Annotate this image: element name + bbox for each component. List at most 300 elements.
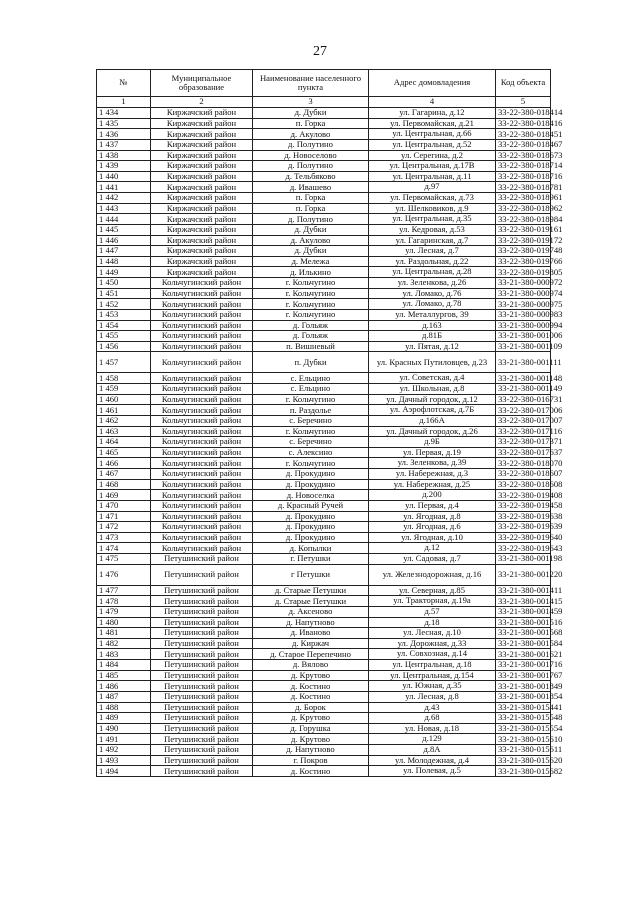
object-code-cell: 33-21-380-001849 [496,681,551,692]
table-row [97,299,551,310]
row-number: 1 436 [97,129,151,140]
municipality-cell: Кольчугинский район [151,458,253,469]
table-row [97,564,551,585]
row-number: 1 472 [97,522,151,533]
settlement-cell: д. Иваново [253,628,369,639]
row-number: 1 483 [97,649,151,660]
municipality-cell: Киржачский район [151,182,253,193]
settlement-cell: г. Кольчугино [253,288,369,299]
municipality-cell: Петушинский район [151,670,253,681]
object-code-cell: 33-21-380-001716 [496,660,551,671]
settlement-cell: д. Прокудино [253,479,369,490]
settlement-cell: д. Напутново [253,745,369,756]
settlement-cell: г. Кольчугино [253,278,369,289]
municipality-cell: Петушинский район [151,755,253,766]
row-number: 1 475 [97,554,151,565]
table-row [97,129,551,140]
row-number: 1 439 [97,161,151,172]
settlement-cell: д. Ивашево [253,182,369,193]
row-number: 1 462 [97,415,151,426]
row-number: 1 489 [97,713,151,724]
settlement-cell: д. Киржач [253,638,369,649]
address-cell: ул. Первая, д.19 [369,447,496,458]
column-index: 4 [369,97,496,108]
settlement-cell: с. Беречино [253,437,369,448]
municipality-cell: Кольчугинский район [151,320,253,331]
address-cell: ул. Гагаринская, д.7 [369,235,496,246]
table-row [97,745,551,756]
column-header-address: Адрес домовладения [369,70,496,97]
municipality-cell: Кольчугинский район [151,278,253,289]
row-number: 1 474 [97,543,151,554]
municipality-cell: Кольчугинский район [151,447,253,458]
address-cell: ул. Ягодная, д.10 [369,532,496,543]
column-index: 2 [151,97,253,108]
municipality-cell: Петушинский район [151,638,253,649]
table-row [97,373,551,384]
object-code-cell: 33-21-380-001220 [496,564,551,585]
row-number: 1 469 [97,490,151,501]
municipality-cell: Кольчугинский район [151,373,253,384]
object-code-cell: 33-22-380-017116 [496,426,551,437]
column-index-row [97,97,551,108]
municipality-cell: Киржачский район [151,108,253,119]
municipality-cell: Киржачский район [151,129,253,140]
municipality-cell: Кольчугинский район [151,331,253,342]
row-number: 1 487 [97,691,151,702]
address-cell: ул. Зеленкова, д.39 [369,458,496,469]
table-row [97,681,551,692]
table-row [97,405,551,416]
settlement-cell: п. Горка [253,203,369,214]
address-cell: ул. Красных Путиловцев, д.23 [369,352,496,373]
object-code-cell: 33-22-380-019161 [496,224,551,235]
row-number: 1 494 [97,766,151,777]
settlement-cell: с. Ельцино [253,384,369,395]
object-code-cell: 33-21-380-000972 [496,278,551,289]
table-row [97,256,551,267]
address-cell: ул. Первая, д.4 [369,500,496,511]
column-header-municipality: Муниципальное образование [151,70,253,97]
municipality-cell: Петушинский район [151,585,253,596]
table-row [97,554,551,565]
settlement-cell: д. Полутино [253,139,369,150]
table-row [97,278,551,289]
address-cell: ул. Зеленкова, д.26 [369,278,496,289]
row-number: 1 437 [97,139,151,150]
settlement-cell: д. Крутово [253,670,369,681]
settlement-cell: г Петушки [253,564,369,585]
address-cell: д.129 [369,734,496,745]
address-cell: ул. Дорожная, д.33 [369,638,496,649]
table-row [97,596,551,607]
row-number: 1 457 [97,352,151,373]
municipality-cell: Киржачский район [151,235,253,246]
row-number: 1 493 [97,755,151,766]
municipality-cell: Кольчугинский район [151,394,253,405]
address-cell: д.163 [369,320,496,331]
address-cell: д.200 [369,490,496,501]
row-number: 1 463 [97,426,151,437]
settlement-cell: п. Дубки [253,352,369,373]
object-code-cell: 33-22-380-019639 [496,522,551,533]
address-cell: ул. Дачный городок, д.12 [369,394,496,405]
row-number: 1 442 [97,193,151,204]
row-number: 1 482 [97,638,151,649]
municipality-cell: Кольчугинский район [151,479,253,490]
object-code-cell: 33-21-380-000994 [496,320,551,331]
address-cell: ул. Металлургов, 39 [369,309,496,320]
object-code-cell: 33-22-380-017371 [496,437,551,448]
municipality-cell: Петушинский район [151,660,253,671]
object-code-cell: 33-21-380-015554 [496,723,551,734]
row-number: 1 459 [97,384,151,395]
address-cell: ул. Гагарина, д.12 [369,108,496,119]
table-row [97,203,551,214]
address-cell: ул. Центральная, д.17В [369,161,496,172]
row-number: 1 443 [97,203,151,214]
row-number: 1 478 [97,596,151,607]
table-row [97,458,551,469]
settlement-cell: п. Раздолье [253,405,369,416]
address-cell: ул. Дачный городок, д.26 [369,426,496,437]
address-cell: ул. Северная, д.85 [369,585,496,596]
table-row [97,182,551,193]
object-code-cell: 33-22-380-019638 [496,511,551,522]
object-code-cell: 33-22-380-018070 [496,458,551,469]
object-code-cell: 33-22-380-019766 [496,256,551,267]
object-code-cell: 33-21-380-001767 [496,670,551,681]
settlement-cell: п. Вишневый [253,341,369,352]
municipality-cell: Кольчугинский район [151,384,253,395]
municipality-cell: Киржачский район [151,256,253,267]
address-cell: д.9Б [369,437,496,448]
row-number: 1 488 [97,702,151,713]
object-code-cell: 33-22-380-019640 [496,532,551,543]
settlement-cell: д. Гольяж [253,320,369,331]
table-row [97,660,551,671]
row-number: 1 471 [97,511,151,522]
row-number: 1 456 [97,341,151,352]
row-number: 1 440 [97,171,151,182]
row-number: 1 468 [97,479,151,490]
object-code-cell: 33-22-380-019172 [496,235,551,246]
settlement-cell: д. Крутово [253,734,369,745]
municipality-cell: Петушинский район [151,606,253,617]
settlement-cell: г. Покров [253,755,369,766]
municipality-cell: Петушинский район [151,617,253,628]
object-code-cell: 33-22-380-018416 [496,118,551,129]
table-row [97,214,551,225]
address-cell: д.12 [369,543,496,554]
row-number: 1 452 [97,299,151,310]
object-code-cell: 33-22-380-018962 [496,203,551,214]
object-code-cell: 33-21-380-000983 [496,309,551,320]
address-cell: ул. Садовая, д.7 [369,554,496,565]
object-code-cell: 33-22-380-016731 [496,394,551,405]
object-code-cell: 33-21-380-001516 [496,617,551,628]
address-cell: ул. Центральная, д.66 [369,129,496,140]
table-row [97,288,551,299]
address-cell: д.43 [369,702,496,713]
table-row [97,691,551,702]
settlement-cell: д. Тельбяково [253,171,369,182]
table-row [97,532,551,543]
settlement-cell: д. Акулово [253,235,369,246]
row-number: 1 484 [97,660,151,671]
row-number: 1 481 [97,628,151,639]
row-number: 1 477 [97,585,151,596]
settlement-cell: д. Костино [253,691,369,702]
object-code-cell: 33-22-380-018451 [496,129,551,140]
municipality-cell: Киржачский район [151,171,253,182]
table-row [97,267,551,278]
municipality-cell: Кольчугинский район [151,309,253,320]
row-number: 1 485 [97,670,151,681]
table-row [97,670,551,681]
row-number: 1 461 [97,405,151,416]
row-number: 1 445 [97,224,151,235]
object-code-cell: 33-21-380-001568 [496,628,551,639]
settlement-cell: д. Красный Ручей [253,500,369,511]
object-code-cell: 33-21-380-000974 [496,288,551,299]
table-row [97,415,551,426]
table-row [97,394,551,405]
address-cell: ул. Лесная, д.7 [369,246,496,257]
settlement-cell: г. Кольчугино [253,299,369,310]
table-row [97,649,551,660]
settlement-cell: д. Напутново [253,617,369,628]
row-number: 1 465 [97,447,151,458]
row-number: 1 466 [97,458,151,469]
page-number: 27 [313,44,327,59]
row-number: 1 449 [97,267,151,278]
address-cell: ул. Лесная, д.8 [369,691,496,702]
table-row [97,713,551,724]
object-code-cell: 33-21-380-001584 [496,638,551,649]
settlement-cell: д. Аксеново [253,606,369,617]
municipality-cell: Петушинский район [151,554,253,565]
municipality-cell: Петушинский район [151,628,253,639]
object-code-cell: 33-21-380-000975 [496,299,551,310]
row-number: 1 438 [97,150,151,161]
table-row [97,139,551,150]
address-cell: д.68 [369,713,496,724]
settlement-cell: д. Костино [253,681,369,692]
address-cell: ул. Школьная, д.8 [369,384,496,395]
object-code-cell: 33-21-380-001149 [496,384,551,395]
column-index: 5 [496,97,551,108]
address-cell: ул. Центральная, д.154 [369,670,496,681]
object-code-cell: 33-22-380-018608 [496,479,551,490]
municipality-cell: Кольчугинский район [151,415,253,426]
object-code-cell: 33-22-380-018716 [496,171,551,182]
address-cell: д.57 [369,606,496,617]
municipality-cell: Киржачский район [151,214,253,225]
object-code-cell: 33-21-380-015441 [496,702,551,713]
municipality-cell: Киржачский район [151,161,253,172]
address-cell: ул. Тракторная, д.19а [369,596,496,607]
address-cell: ул. Ягодная, д.8 [369,511,496,522]
settlement-cell: д. Дубки [253,108,369,119]
table-row [97,734,551,745]
table-row [97,755,551,766]
municipality-cell: Петушинский район [151,702,253,713]
settlement-cell: г. Кольчугино [253,309,369,320]
table-row [97,500,551,511]
row-number: 1 451 [97,288,151,299]
row-number: 1 492 [97,745,151,756]
municipality-cell: Петушинский район [151,713,253,724]
table-row [97,543,551,554]
table-header-row [97,70,551,97]
municipality-cell: Кольчугинский район [151,426,253,437]
object-code-cell: 33-21-380-015610 [496,734,551,745]
object-code-cell: 33-22-380-018714 [496,161,551,172]
row-number: 1 479 [97,606,151,617]
object-code-cell: 33-21-380-015611 [496,745,551,756]
settlement-cell: д. Прокудино [253,469,369,480]
municipality-cell: Киржачский район [151,193,253,204]
table-row [97,479,551,490]
settlement-cell: д. Илькино [253,267,369,278]
municipality-cell: Кольчугинский район [151,543,253,554]
municipality-cell: Петушинский район [151,691,253,702]
address-cell: ул. Набережная, д.3 [369,469,496,480]
settlement-cell: д. Прокудино [253,522,369,533]
address-cell: ул. Пятая, д.12 [369,341,496,352]
column-header-object-code: Код объекта [496,70,551,97]
row-number: 1 454 [97,320,151,331]
table-row [97,766,551,777]
object-code-cell: 33-21-380-001148 [496,373,551,384]
object-code-cell: 33-21-380-001854 [496,691,551,702]
row-number: 1 490 [97,723,151,734]
table-row [97,617,551,628]
address-cell: ул. Центральная, д.28 [369,267,496,278]
table-row [97,426,551,437]
row-number: 1 470 [97,500,151,511]
address-cell: ул. Лесная, д.10 [369,628,496,639]
row-number: 1 447 [97,246,151,257]
address-cell: ул. Шелковиков, д.9 [369,203,496,214]
address-cell: ул. Полевая, д.5 [369,766,496,777]
table-row [97,638,551,649]
object-code-cell: 33-22-380-019643 [496,543,551,554]
row-number: 1 453 [97,309,151,320]
municipality-cell: Кольчугинский район [151,341,253,352]
municipality-cell: Кольчугинский район [151,352,253,373]
object-code-cell: 33-21-380-001621 [496,649,551,660]
table-row [97,384,551,395]
settlement-cell: с. Алексино [253,447,369,458]
settlement-cell: д. Мележа [253,256,369,267]
row-number: 1 460 [97,394,151,405]
row-number: 1 448 [97,256,151,267]
column-index: 1 [97,97,151,108]
table-row [97,150,551,161]
municipality-cell: Киржачский район [151,267,253,278]
object-code-cell: 33-22-380-019805 [496,267,551,278]
municipality-cell: Петушинский район [151,766,253,777]
address-cell: ул. Совхозная, д.14 [369,649,496,660]
municipality-cell: Петушинский район [151,723,253,734]
table-row [97,224,551,235]
settlement-cell: д. Старые Петушки [253,596,369,607]
row-number: 1 480 [97,617,151,628]
municipality-cell: Кольчугинский район [151,490,253,501]
settlement-cell: д. Новоселово [253,150,369,161]
address-cell: д.8А [369,745,496,756]
table-row [97,235,551,246]
settlement-cell: п. Горка [253,118,369,129]
object-code-cell: 33-21-380-001459 [496,606,551,617]
households-table [96,69,563,777]
table-row [97,511,551,522]
table-row [97,320,551,331]
object-code-cell: 33-22-380-018414 [496,108,551,119]
object-code-cell: 33-22-380-018781 [496,182,551,193]
settlement-cell: д. Полутино [253,161,369,172]
row-number: 1 486 [97,681,151,692]
municipality-cell: Кольчугинский район [151,437,253,448]
table-row [97,469,551,480]
object-code-cell: 33-22-380-018467 [496,139,551,150]
row-number: 1 441 [97,182,151,193]
object-code-cell: 33-21-380-015682 [496,766,551,777]
address-cell: ул. Железнодорожная, д.16 [369,564,496,585]
address-cell: д.81Б [369,331,496,342]
table-row [97,161,551,172]
municipality-cell: Кольчугинский район [151,469,253,480]
settlement-cell: д. Дубки [253,246,369,257]
object-code-cell: 33-22-380-018961 [496,193,551,204]
address-cell: ул. Южная, д.35 [369,681,496,692]
settlement-cell: д. Акулово [253,129,369,140]
object-code-cell: 33-21-380-001411 [496,585,551,596]
address-cell: ул. Центральная, д.35 [369,214,496,225]
settlement-cell: с. Беречино [253,415,369,426]
municipality-cell: Петушинский район [151,564,253,585]
municipality-cell: Кольчугинский район [151,511,253,522]
municipality-cell: Петушинский район [151,734,253,745]
table-row [97,522,551,533]
row-number: 1 450 [97,278,151,289]
row-number: 1 491 [97,734,151,745]
municipality-cell: Киржачский район [151,203,253,214]
municipality-cell: Киржачский район [151,150,253,161]
table-row [97,246,551,257]
object-code-cell: 33-21-380-001109 [496,341,551,352]
settlement-cell: г. Кольчугино [253,458,369,469]
table-row [97,702,551,713]
row-number: 1 476 [97,564,151,585]
municipality-cell: Киржачский район [151,139,253,150]
object-code-cell: 33-22-380-019408 [496,490,551,501]
settlement-cell: г. Петушки [253,554,369,565]
object-code-cell: 33-22-380-018984 [496,214,551,225]
object-code-cell: 33-22-380-019748 [496,246,551,257]
object-code-cell: 33-22-380-019458 [496,500,551,511]
settlement-cell: д. Костино [253,766,369,777]
row-number: 1 455 [97,331,151,342]
address-cell: д.18 [369,617,496,628]
table-row [97,437,551,448]
municipality-cell: Киржачский район [151,118,253,129]
address-cell: д.97 [369,182,496,193]
address-cell: ул. Ягодная, д.6 [369,522,496,533]
address-cell: ул. Молодежная, д.4 [369,755,496,766]
